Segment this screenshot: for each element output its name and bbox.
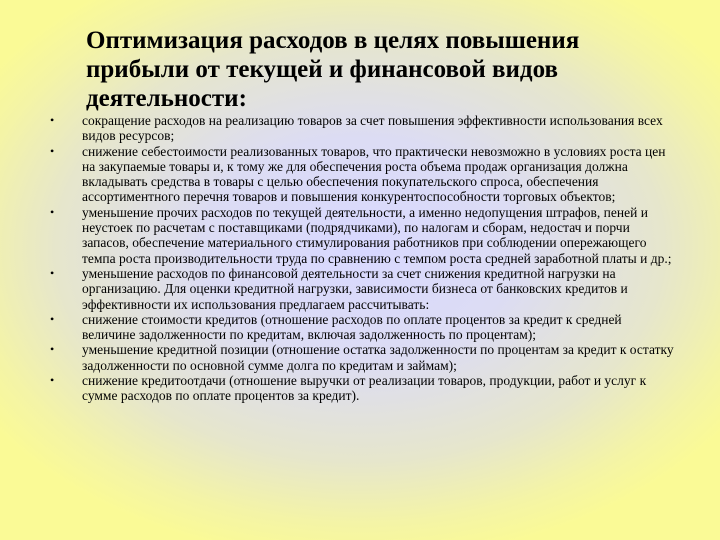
list-item-text: уменьшение прочих расходов по текущей деятельности, а именно недопущения штрафов, пеней и неустоек по расчетам с поставщиками (подрядчиками), по налогам и сборам, недостач и порчи запасов, обеспечение материального стимулирования работников при соблюдении опережающего темпа роста производительности труда по сравнению с темпом роста средней заработной платы и др.; [82,204,672,266]
list-item [50,342,678,373]
list-item-text: снижение стоимости кредитов (отношение расходов по оплате процентов за кредит к средней величине задолженности по кредитам, включая задолженность по процентам); [82,311,622,343]
bullet-icon: • [50,342,55,357]
list-item [50,144,678,205]
list-item-text: снижение себестоимости реализованных товаров, что практически невозможно в условиях роста цен на закупаемые товары и, к тому же для обеспечения роста объема продаж организация должна вкладывать средства в товары с целью обеспечения покупательского спроса, обеспечения ассортиментного перечня товаров и повышения конкурентоспособности торговых объектов; [82,143,666,205]
list-item-text: снижение кредитоотдачи (отношение выручки от реализации товаров, продукции, работ и услуг к сумме расходов по оплате процентов за кредит). [82,373,647,404]
list-item [50,266,678,312]
bullet-icon: • [50,265,55,280]
bullet-icon: • [50,143,55,158]
bullet-icon: • [50,311,55,326]
bullet-icon: • [50,204,55,219]
list-item-text: уменьшение расходов по финансовой деятельности за счет снижения кредитной нагрузки на организацию. Для оценки кредитной нагрузки, зависимости бизнеса от банковских кредитов и эффективности их использования предлагаем рассчитывать: [82,265,628,312]
bullet-icon: • [50,113,55,127]
list-item [50,113,678,144]
list-item [50,312,678,343]
bullet-list [50,113,678,404]
list-item [50,373,678,404]
slide-title: Оптимизация расходов в целях повышения прибыли от текущей и финансовой видов деятельности: [86,27,580,112]
list-item [50,205,678,266]
list-item-text: сокращение расходов на реализацию товаров за счет повышения эффективности использования всех видов ресурсов; [82,113,663,144]
bullet-icon: • [50,373,55,388]
list-item-text: уменьшение кредитной позиции (отношение остатка задолженности по процентам за кредит к остатку задолженности по основной сумме долга по кредитам и займам); [82,342,674,373]
